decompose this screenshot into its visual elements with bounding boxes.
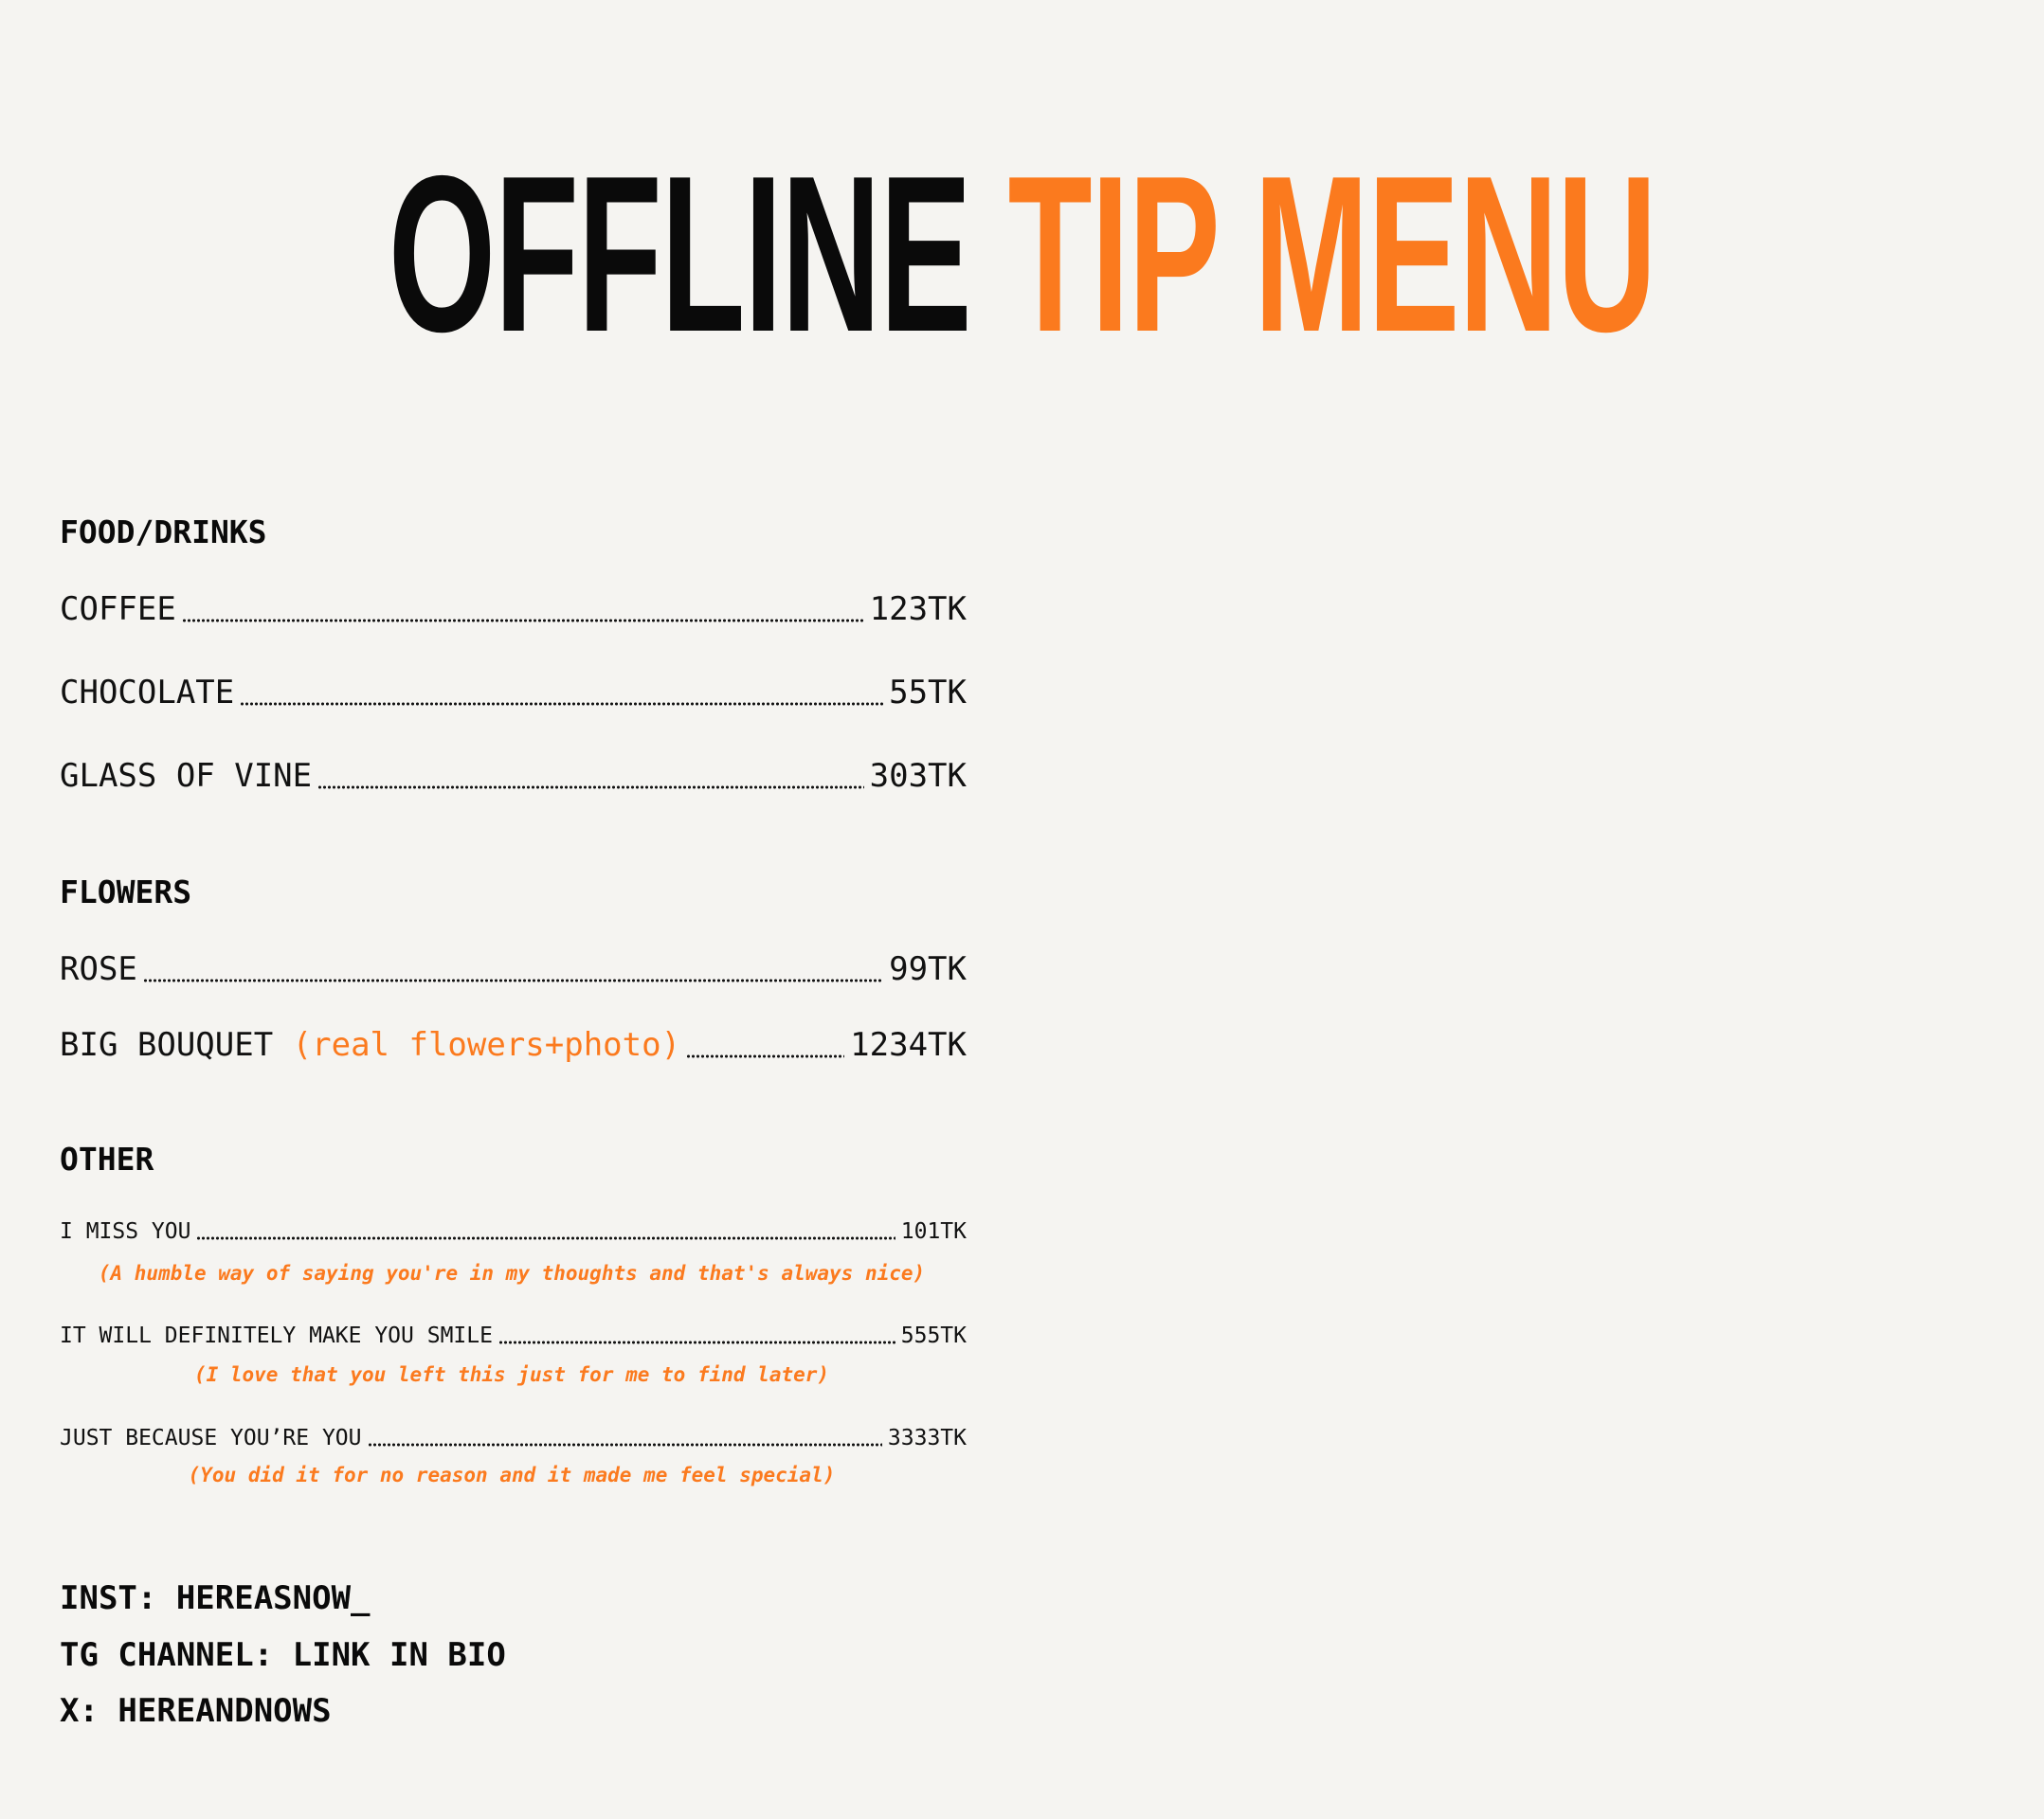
menu-item-rose	[60, 947, 967, 988]
item-price: 555TK	[900, 1324, 967, 1348]
item-label: COFFEE	[60, 590, 176, 628]
dot-leader	[317, 785, 864, 789]
contact-instagram: INST: HEREASNOW_	[60, 1579, 371, 1617]
title-offline: OFFLINE	[388, 129, 971, 378]
item-label: IT WILL DEFINITELY MAKE YOU SMILE	[60, 1324, 493, 1348]
menu-item-big-bouquet	[60, 1023, 967, 1064]
menu-item-just-because	[60, 1421, 967, 1450]
title-tip-menu: TIP MENU	[1007, 129, 1656, 378]
section-heading-flowers: FLOWERS	[60, 873, 192, 910]
dot-leader	[196, 1236, 895, 1240]
item-label: JUST BECAUSE YOU’RE YOU	[60, 1426, 362, 1450]
item-label: GLASS OF VINE	[60, 757, 313, 795]
menu-item-glass-of-vine	[60, 754, 967, 795]
dot-leader	[498, 1341, 895, 1344]
item-price: 303TK	[869, 757, 967, 795]
dot-leader	[686, 1054, 844, 1058]
section-heading-other: OTHER	[60, 1141, 154, 1178]
item-price: 101TK	[900, 1219, 967, 1244]
item-label: ROSE	[60, 950, 137, 988]
item-label: CHOCOLATE	[60, 674, 235, 711]
menu-item-chocolate	[60, 671, 967, 709]
menu-item-coffee	[60, 587, 967, 628]
menu-item-make-you-smile	[60, 1319, 967, 1347]
item-label-text: BIG BOUQUET	[60, 1026, 274, 1064]
item-label: I MISS YOU	[60, 1219, 191, 1244]
item-price: 99TK	[889, 950, 967, 988]
item-price: 1234TK	[850, 1026, 967, 1064]
dot-leader	[182, 619, 864, 622]
item-label-note: (real flowers+photo)	[292, 1026, 681, 1064]
dot-leader	[368, 1443, 882, 1447]
item-price: 3333TK	[887, 1426, 967, 1450]
item-label	[60, 1026, 681, 1064]
menu-item-i-miss-you	[60, 1215, 967, 1243]
dot-leader	[143, 979, 883, 982]
page-title	[0, 129, 1656, 378]
item-price: 123TK	[869, 590, 967, 628]
item-price: 55TK	[889, 674, 967, 711]
dot-leader	[240, 702, 883, 706]
item-description: (A humble way of saying you're in my thoughts and that's always nice)	[98, 1262, 926, 1285]
contact-x: X: HEREANDNOWS	[60, 1692, 332, 1730]
item-description: (I love that you left this just for me to find later)	[193, 1363, 830, 1386]
item-description: (You did it for no reason and it made me feel special)	[188, 1464, 836, 1486]
section-heading-food: FOOD/DRINKS	[60, 513, 267, 550]
contact-telegram: TG CHANNEL: LINK IN BIO	[60, 1636, 506, 1674]
